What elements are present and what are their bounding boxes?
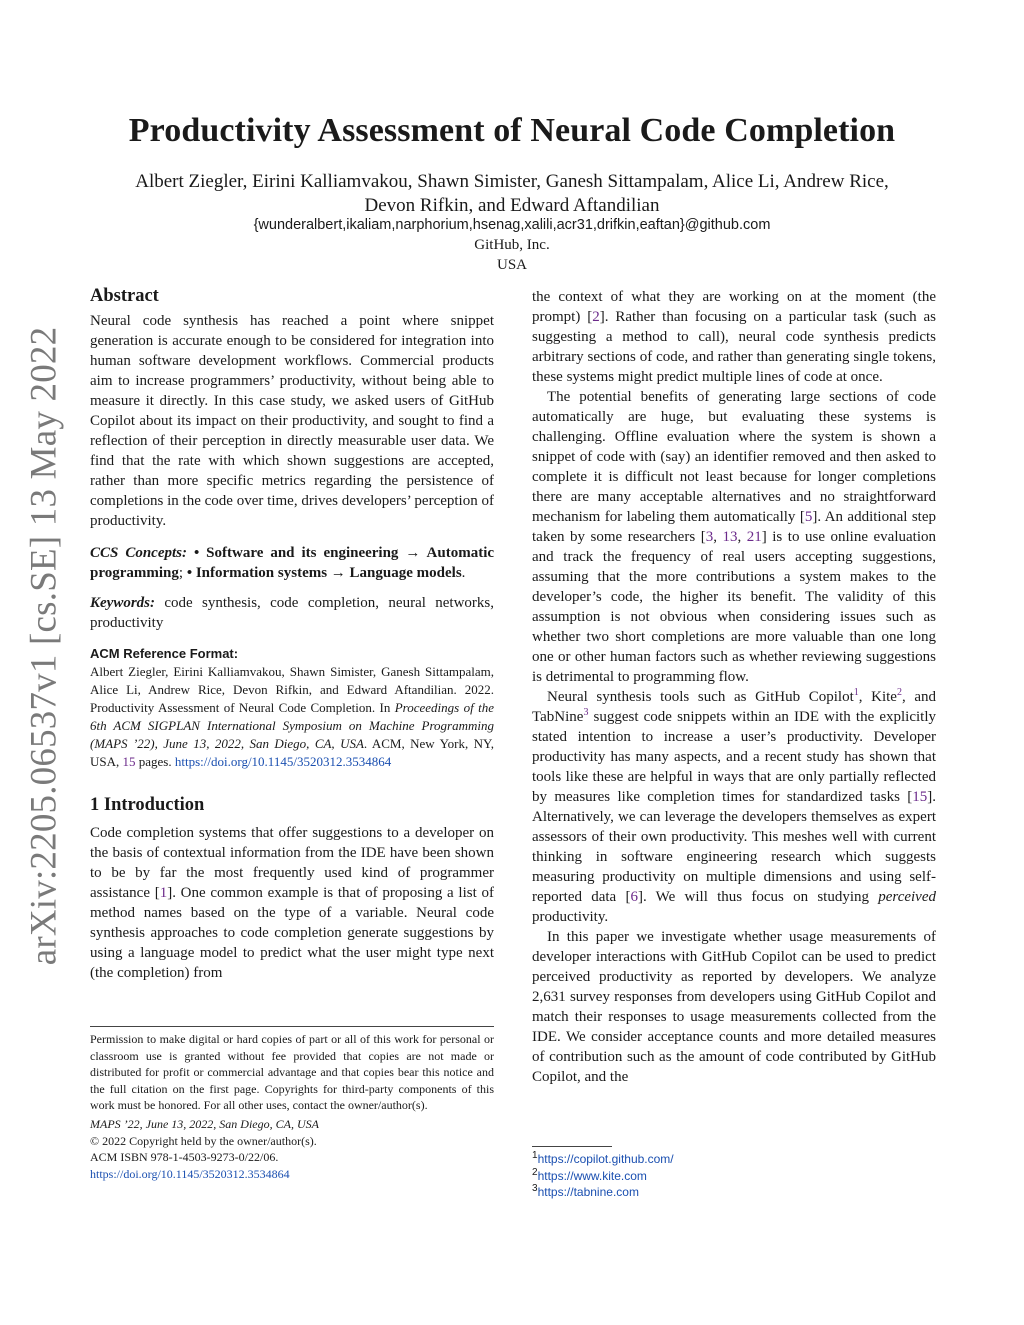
body-text: suggest code snippets within an IDE with the explicitly stated intention to increase a user’s productivity. Developer productivity has many aspects, and a recent study has shown that tools like these are helpful in ways that are only partially reflected by measures like completion times for standardized tasks [ [532,709,936,805]
section-heading-introduction: 1 Introduction [90,795,205,815]
citation-link[interactable]: 1 [159,885,168,901]
right-column [532,287,936,1087]
pages-link[interactable]: 15 [122,754,136,769]
body-text: , and TabNine [532,689,936,725]
footnote-url[interactable]: https://tabnine.com [537,1185,639,1199]
citation-link[interactable]: 5 [804,509,813,525]
body-text: , Kite [858,689,897,705]
paper-title: Productivity Assessment of Neural Code Completion [128,112,896,149]
footnote-marker[interactable]: 3 [583,707,589,718]
body-text: ] is to use online evaluation and track the frequency of real users accepting suggestions, assuming that the more contributions a system makes to the developer’s code, the higher its benefit. The validity of this assumption is not obvious when considering issues such as whether two short completions are more valuable than one long one or other human factors such as whether reviewing suggestions is detrimental to programming flow. [532,529,937,685]
footnote-url[interactable]: https://copilot.github.com/ [537,1152,674,1166]
affiliation: GitHub, Inc. [474,237,550,253]
body-text: The potential benefits of generating large sections of code automatically are huge, but evaluating these systems is challenging. Offline evaluation where the system is shown a snippet of code with (say) an identifier removed and then asked to complete it is difficult not least because for longer completions there are many acceptable alternatives and no straightforward mechanism for labeling them automatically [ [532,389,936,525]
emphasis-text: perceived [878,889,937,905]
footnote [532,1151,674,1168]
footnote-rule [90,1026,494,1027]
intro-paragraph [90,823,494,983]
ccs-concepts [90,543,494,583]
arxiv-stamp [22,326,66,966]
body-text: productivity. [532,909,609,925]
footnotes [532,1151,674,1201]
body-paragraph [532,287,936,387]
citation-link[interactable]: 15 [912,789,928,805]
citation-link[interactable]: 2 [592,309,600,325]
body-text: ]. Rather than focusing on a particular task (such as suggesting a method to call), neural code synthesis predicts arbitrary sections of code, and rather than generating single tokens, these systems might predict multiple lines of code at once. [532,309,937,385]
doi-link[interactable]: https://doi.org/10.1145/3520312.3534864 [90,1166,290,1181]
body-text: Code completion systems that offer suggestions to a developer on the basis of contextual information from the IDE have been shown to be by far the most frequently used kind of programmer assistance [ [90,825,494,901]
footnote [532,1184,674,1201]
abstract-heading: Abstract [90,286,159,306]
acm-reference [90,663,494,771]
abstract-text: Neural code synthesis has reached a point where snippet generation is accurate enough to be considered for integration into human software development workflows. Commercial products aim to increase programmers’ productivity, without being able to measure it directly. In this case study, we asked users of GitHub Copilot about its impact on their productivity, and sought to find a reflection of their perception in directly measurable user data. We find that the rate with which shown suggestions are accepted, rather than more specific metrics regarding the persistence of completions in the code over time, drives developers’ perception of productivity. [90,313,494,529]
ccs-end: . [461,565,466,581]
footnote [532,1168,674,1185]
copyright-line: © 2022 Copyright held by the owner/author(s). [90,1133,317,1148]
doi-link[interactable]: https://doi.org/10.1145/3520312.3534864 [174,754,392,769]
footnote-number: 2 [532,1166,538,1178]
venue-line: MAPS ’22, June 13, 2022, San Diego, CA, USA [90,1116,319,1131]
arxiv-stamp-text: arXiv:2205.06537v1 [cs.SE] 13 May 2022 [23,326,65,966]
acm-ref-text: pages. [135,754,175,769]
ccs-item: • Software and its engineering → Automatic programming [90,545,495,581]
footnote-rule [532,1146,612,1147]
body-paragraph: The potential benefits of generating large sections of code automatically are huge, but evaluating these systems is challenging. Offline evaluation where the system is shown a snippet of code with (say) an identifier removed and then asked to complete it is difficult not least because for longer completions there are many acceptable alternatives and no straightforward mechanism for labeling them automatically [5]. An additional step taken by some researchers [3, 13, 21] is to use online evaluation and track the frequency of real users accepting suggestions, assuming that the more contributions a system makes to the developer’s code, the higher its benefit. The validity of this assumption is not obvious when considering issues such as whether two short completions are more valuable than one long one or other human factors such as whether reviewing suggestions is detrimental to programming flow. [532,389,937,685]
permission-text: Permission to make digital or hard copies of part or all of this work for personal or classroom use is granted without fee provided that copies are not made or distributed for profit or commercial advantage and that copies bear this notice and the full citation on the first page. Copyrights for third-party components of this work must be honored. For all other uses, contact the owner/author(s). [90,1032,494,1113]
footnote-marker[interactable]: 2 [896,687,902,698]
citation-link[interactable]: 3 [705,529,714,545]
citation-link[interactable]: 21 [746,529,762,545]
footnote-url[interactable]: https://www.kite.com [537,1168,647,1183]
author-line: Albert Ziegler, Eirini Kalliamvakou, Shawn Simister, Ganesh Sittampalam, Alice Li, Andrew Rice, [135,171,889,192]
footnote-number: 1 [532,1150,538,1161]
ccs-separator: ; [178,565,187,581]
body-text: the context of what they are working on at the moment (the prompt) [ [532,289,936,325]
permission-block [90,1031,494,1182]
acm-ref-text: Albert Ziegler, Eirini Kalliamvakou, Shawn Simister, Ganesh Sittampalam, Alice Li, Andrew Rice, Devon Rifkin, and Edward Aftandilian. 2022. Productivity Assessment of Neural Code Completion. In [90,664,494,715]
ccs-label: CCS Concepts: [90,545,187,561]
isbn-line: ACM ISBN 978-1-4503-9273-0/22/06. [90,1150,279,1165]
footnote-marker[interactable]: 1 [853,687,859,698]
keywords [90,593,494,633]
body-paragraph: In this paper we investigate whether usage measurements of developer interactions with GitHub Copilot can be used to predict perceived productivity as reported by developers. We analyze 2,631 survey responses from developers using GitHub Copilot and match their responses to usage measurements collected from the IDE. We consider acceptance counts and more detailed measures of contribution such as the amount of code contributed by GitHub Copilot, and the [532,929,936,1085]
body-text: ]. Alternatively, we can leverage the developers themselves as expert assessors of their own productivity. This meshes well with current thinking in software engineering research which suggests measuring productivity on multiple dimensions and using self-reported data [ [532,789,936,905]
acm-reference-heading: ACM Reference Format: [90,646,239,661]
author-line: Devon Rifkin, and Edward Aftandilian [364,195,660,216]
ccs-item: • Information systems → Language models [186,565,462,581]
author-list [100,170,924,218]
keywords-text: code synthesis, code completion, neural networks, productivity [90,595,494,631]
citation-link[interactable]: 13 [722,529,738,545]
left-column [90,285,494,983]
affiliation-country: USA [496,257,527,273]
body-text: Neural synthesis tools such as GitHub Copilot [547,689,854,705]
acm-ref-proceedings: Proceedings of the 6th ACM SIGPLAN International Symposium on Machine Programming (MAPS ’22), June 13, 2022, San Diego, CA, USA [90,700,494,751]
body-paragraph [532,687,936,927]
body-text: ]. We will thus focus on studying [637,889,879,905]
footnote-number: 3 [532,1183,538,1194]
author-emails: {wunderalbert,ikaliam,narphorium,hsenag,xalili,acr31,drifkin,eaftan}@github.com [253,217,771,233]
keywords-label: Keywords: [90,595,155,611]
body-text: ]. An additional step taken by some researchers [ [532,509,936,545]
body-text: ]. One common example is that of proposing a list of method names based on the type of a variable. Neural code synthesis approaches to code completion generate suggestions by using a language model to predict what the user might type next (the completion) from [90,885,494,981]
citation-link[interactable]: 6 [630,889,638,905]
acm-ref-text: . ACM, New York, NY, USA, [90,736,495,769]
